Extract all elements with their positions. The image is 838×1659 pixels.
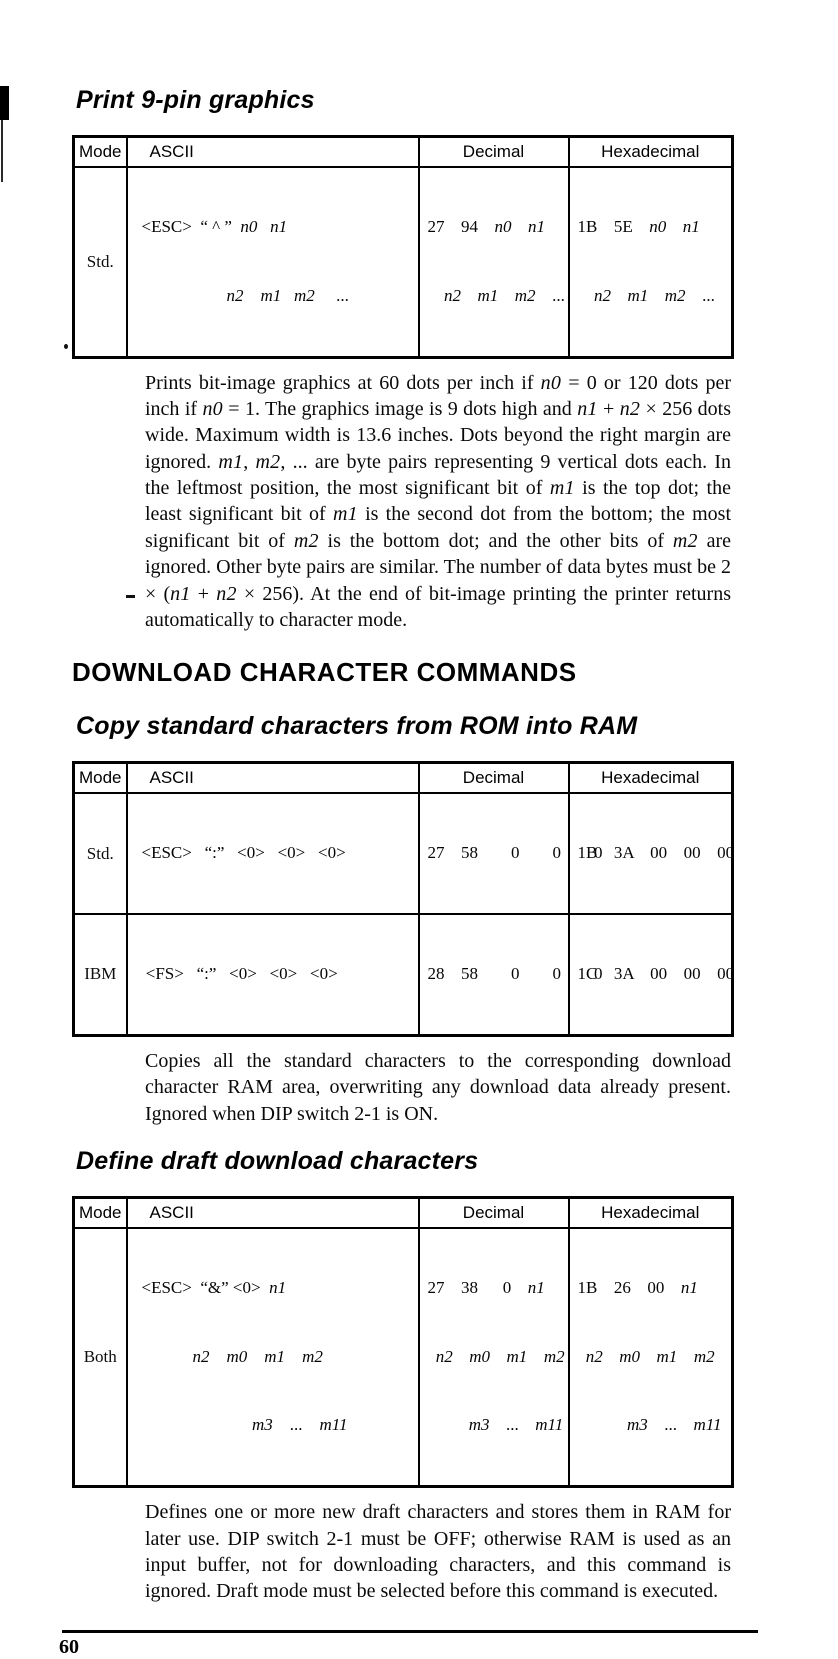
table-row — [74, 167, 733, 357]
hexadecimal-cell — [569, 167, 733, 357]
mode-cell: Std. — [74, 167, 127, 357]
scan-artifact-bar — [0, 86, 9, 120]
ascii-line: <ESC> “ ^ ” n0 n1 — [141, 216, 288, 236]
column-header-mode: Mode — [74, 763, 127, 794]
description-print-9pin: Prints bit-image graphics at 60 dots per inch if n0 = 0 or 120 dots per inch if n0 = 1. The graphics image is 9 dots high and n1 + n2 × 256 dots wide. Maximum width is 13.6 inches. Dots beyond the right margin are ignored. m1, m2, ... are byte pairs representing 9 vertical dots each. In the leftmost position, the most significant bit of m1 is the top dot; the least significant bit of m1 is the second dot from the bottom; the most significant bit of m2 is the bottom dot; and the other bits of m2 are ignored. Other byte pairs are similar. The number of data bytes must be 2 × (n1 + n2 × 256). At the end of bit-image printing the printer returns automatically to character mode. — [145, 371, 732, 632]
command-table-print-9pin — [72, 135, 734, 359]
column-header-decimal: Decimal — [419, 137, 569, 168]
ascii-line: m3 ... m11 — [252, 1415, 348, 1435]
heading-define-draft-download: Define draft download characters — [76, 1146, 479, 1175]
decimal-line: m3 ... m11 — [468, 1415, 564, 1435]
hexadecimal-line: n2 m1 m2 ... — [594, 285, 715, 305]
ascii-line: <FS> “:” <0> <0> <0> — [141, 963, 338, 983]
decimal-cell — [419, 914, 603, 1035]
table-row — [74, 1228, 733, 1487]
decimal-line: n2 m1 m2 ... — [444, 285, 565, 305]
column-header-hexadecimal: Hexadecimal — [569, 763, 733, 794]
ascii-line: <ESC> “&” <0> n1 — [141, 1277, 287, 1297]
hexadecimal-line: 1B 26 00 n1 — [577, 1277, 698, 1297]
command-table-define-draft — [72, 1196, 734, 1488]
table-header-row — [74, 763, 733, 794]
description-define-draft: Defines one or more new draft characters and stores them in RAM for later use. DIP switch 2-1 must be OFF; otherwise RAM is used as an input buffer, not for downloading characters, and this command is ignored. Draft mode must be selected before this command is executed. — [145, 1501, 731, 1603]
column-header-hexadecimal: Hexadecimal — [569, 137, 733, 168]
description-copy-rom: Copies all the standard characters to the corresponding download character RAM area, overwriting any download data already present. Ignored when DIP switch 2-1 is ON. — [145, 1049, 731, 1125]
ascii-cell — [127, 914, 419, 1035]
ascii-line: n2 m1 m2 ... — [226, 285, 349, 305]
decimal-cell — [419, 1228, 569, 1487]
hexadecimal-cell — [569, 793, 733, 914]
page-number: 60 — [59, 1635, 79, 1658]
column-header-ascii: ASCII — [127, 1197, 419, 1228]
decimal-line: n2 m0 m1 m2 — [435, 1346, 565, 1366]
ascii-cell — [127, 1228, 419, 1487]
decimal-line: 27 38 0 n1 — [427, 1277, 545, 1297]
ascii-cell — [127, 793, 419, 914]
heading-download-character-commands: DOWNLOAD CHARACTER COMMANDS — [72, 657, 577, 688]
table-row — [74, 793, 733, 914]
table-header-row — [74, 1197, 733, 1228]
column-header-decimal: Decimal — [419, 763, 569, 794]
hexadecimal-line: n2 m0 m1 m2 — [585, 1346, 715, 1366]
column-header-ascii: ASCII — [127, 137, 419, 168]
decimal-cell — [419, 793, 603, 914]
mode-cell: Std. — [74, 793, 127, 914]
table-header-row — [74, 137, 733, 168]
table-row — [74, 914, 733, 1035]
hexadecimal-line: m3 ... m11 — [627, 1415, 722, 1435]
decimal-line: 27 94 n0 n1 — [427, 216, 545, 236]
hexadecimal-line: 1B 5E n0 n1 — [577, 216, 700, 236]
heading-copy-rom-to-ram: Copy standard characters from ROM into RAM — [76, 712, 638, 741]
hexadecimal-cell — [569, 1228, 733, 1487]
scan-artifact-dash — [126, 595, 135, 598]
hexadecimal-line: 1B 3A 00 00 00 — [577, 843, 735, 863]
heading-print-9pin-graphics: Print 9-pin graphics — [76, 86, 315, 114]
footer-rule — [62, 1630, 758, 1633]
mode-cell: Both — [74, 1228, 127, 1487]
decimal-cell — [419, 167, 569, 357]
decimal-line: 27 58 0 0 0 — [427, 843, 603, 863]
scan-artifact-dot — [64, 344, 68, 349]
column-header-decimal: Decimal — [419, 1197, 569, 1228]
ascii-cell — [127, 167, 419, 357]
decimal-line: 28 58 0 0 0 — [427, 963, 603, 983]
column-header-ascii: ASCII — [127, 763, 419, 794]
column-header-mode: Mode — [74, 1197, 127, 1228]
mode-cell: IBM — [74, 914, 127, 1035]
column-header-hexadecimal: Hexadecimal — [569, 1197, 733, 1228]
ascii-line: <ESC> “:” <0> <0> <0> — [141, 843, 346, 863]
hexadecimal-cell — [569, 914, 733, 1035]
manual-page — [0, 86, 838, 1658]
scan-artifact-line — [1, 120, 3, 182]
command-table-copy-rom — [72, 761, 734, 1036]
ascii-line: n2 m0 m1 m2 — [192, 1346, 323, 1366]
column-header-mode: Mode — [74, 137, 127, 168]
hexadecimal-line: 1C 3A 00 00 00 — [577, 963, 735, 983]
